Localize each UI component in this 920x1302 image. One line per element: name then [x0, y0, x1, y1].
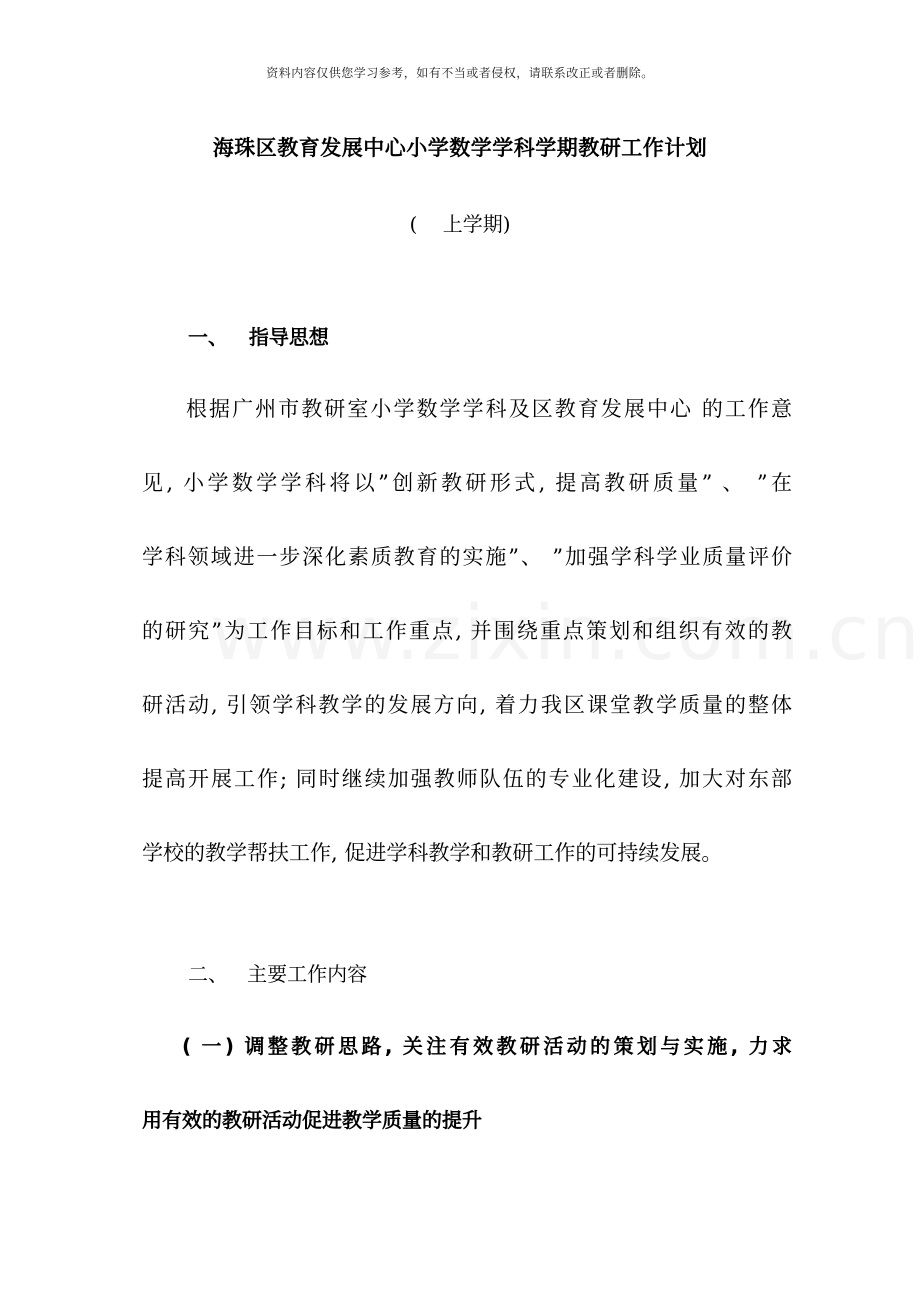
paragraph-line: 研活动, 引领学科教学的发展方向, 着力我区课堂教学质量的整体 — [142, 693, 792, 717]
paragraph-line: 学校的教学帮扶工作, 促进学科教学和教研工作的可持续发展。 — [142, 841, 723, 865]
disclaimer-text: 资料内容仅供您学习参考，如有不当或者侵权，请联系改正或者删除。 — [266, 66, 654, 80]
paragraph-line: 的研究”为工作目标和工作重点, 并围绕重点策划和组织有效的教 — [142, 619, 792, 643]
paragraph-line: 提高开展工作; 同时继续加强教师队伍的专业化建设, 加大对东部 — [142, 767, 792, 791]
paragraph-line: 见, 小学数学学科将以”创新教研形式, 提高教研质量” 、 ”在 — [142, 471, 792, 495]
section-heading-main-work: 二、 主要工作内容 — [188, 962, 368, 986]
section1-paragraph — [142, 397, 792, 915]
document-subtitle: ( 上学期) — [409, 212, 511, 236]
document-title: 海珠区教育发展中心小学数学学科学期教研工作计划 — [212, 136, 708, 160]
subsection-heading-line: 用有效的教研活动促进教学质量的提升 — [142, 1108, 482, 1132]
paragraph-line: 根据广州市教研室小学数学学科及区教育发展中心 的工作意 — [186, 397, 792, 421]
subsection-heading-line: ( 一) 调整教研思路, 关注有效教研活动的策划与实施, 力求 — [182, 1034, 792, 1058]
paragraph-line: 学科领域进一步深化素质教育的实施”、 ”加强学科学业质量评价 — [142, 545, 792, 569]
section-heading-guiding-ideology: 一、 指导思想 — [188, 325, 329, 349]
subsection-heading — [142, 1034, 792, 1182]
